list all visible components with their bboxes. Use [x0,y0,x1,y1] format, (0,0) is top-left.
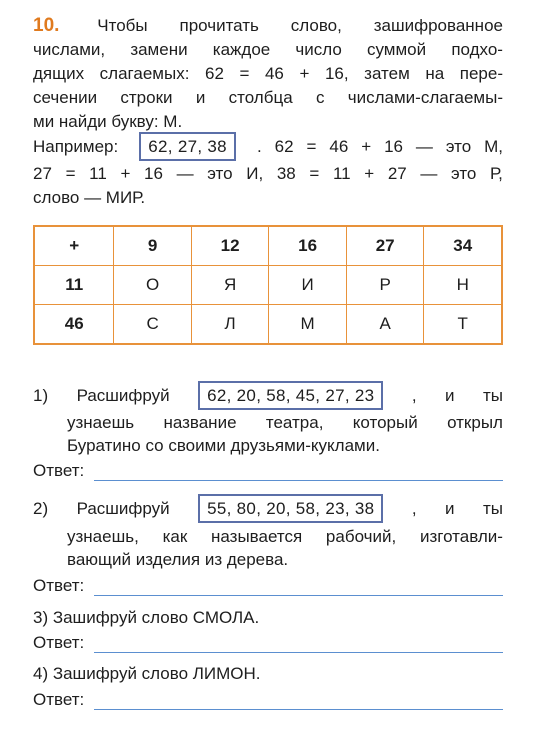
exercise-1-word-and: и [445,386,455,405]
exercise-2-word-and: и [445,499,455,518]
table-cell: М [269,305,347,345]
cipher-table [33,225,503,345]
example-word: 11 [332,164,351,183]
answer-row-4 [33,688,503,710]
intro-word: + [299,64,310,83]
answer-row-2 [33,574,503,596]
exercise-2-verb: Расшифруй [76,499,170,518]
example-line-2 [33,162,503,185]
intro-word: прочитать [179,16,259,35]
example-word: = [306,137,317,156]
intro-word: Чтобы [97,16,148,35]
example-word: 62 [274,137,294,156]
table-header-cell: 34 [424,226,502,266]
example-word: + [361,137,372,156]
table-cell: Р [346,266,424,305]
intro-word: 62 [204,64,224,83]
intro-word: каждое [212,40,271,59]
intro-word: столбца [228,88,293,107]
intro-word: и [195,88,206,107]
intro-word: числами-слагаемы- [347,88,503,107]
table-cell: Т [424,305,502,345]
intro-word: на [425,64,445,83]
answer-label: Ответ: [33,461,85,480]
intro-word: слагаемых: [99,64,190,83]
exercise-2-line-1 [33,497,503,520]
answer-row-3 [33,631,503,653]
exercise-2-word-you: ты [482,499,503,518]
example-word: — [415,137,433,156]
task-number: 10. [33,15,60,36]
intro-word: 46 [264,64,284,83]
answer-label: Ответ: [33,633,85,652]
table-header-cell: 16 [269,226,347,266]
table-cell: О [114,266,191,305]
table-cell: Л [191,305,269,345]
intro-word: подхо- [451,40,503,59]
table-cell: Н [424,266,502,305]
exercise-word: изготавли- [419,527,503,546]
answer-line-1[interactable] [94,464,503,481]
exercise-word: открыл [447,413,503,432]
exercise-2-line-2 [67,525,503,548]
table-header-row [34,226,502,266]
example-prefix: Например: [33,137,119,156]
example-word: + [120,164,131,183]
intro-word: суммой [367,40,427,59]
example-word: это [445,137,472,156]
exercise-word: театра, [265,413,324,432]
intro-word: 16, [324,64,349,83]
table-cell: И [269,266,347,305]
example-word: 27 [387,164,407,183]
example-word: . [257,137,262,156]
table-header-cell: 27 [346,226,424,266]
exercise-1-line-2 [67,411,503,434]
answer-line-3[interactable] [94,636,503,653]
exercise-1-number: 1) [33,386,49,405]
intro-word: дящих [33,64,85,83]
exercise-3-text: 3) Зашифруй слово СМОЛА. [33,608,260,627]
intro-line-3 [33,62,503,85]
exercise-word: узнаешь, [67,527,139,546]
answer-row-1 [33,459,503,481]
example-word: 16 [384,137,403,156]
table-header-cell: 12 [191,226,269,266]
example-word: = [65,164,76,183]
example-line-3: слово — МИР. [33,188,146,207]
exercise-word: рабочий, [325,527,397,546]
table-header-cell: + [34,226,114,266]
exercise-2-line-3: вающий изделия из дерева. [67,550,289,569]
intro-word: слово, [290,16,342,35]
table-header-cell: 9 [114,226,191,266]
exercise-4-text: 4) Зашифруй слово ЛИМОН. [33,664,261,683]
table-cell: А [346,305,424,345]
table-row [34,305,502,345]
exercise-2-code-box: 55, 80, 20, 58, 23, 38 [198,494,383,523]
intro-word: строки [120,88,173,107]
example-word: 38 [276,164,296,183]
example-line-1 [33,135,503,158]
intro-line-1 [33,14,503,37]
table-cell: Я [191,266,269,305]
intro-word: пере- [459,64,503,83]
example-word: — [176,164,194,183]
exercise-1-word-you: ты [482,386,503,405]
example-word: 46 [329,137,349,156]
intro-line-4 [33,86,503,109]
intro-word: сечении [33,88,98,107]
example-code-box: 62, 27, 38 [139,132,236,161]
example-word: М, [484,137,503,156]
intro-line-2 [33,38,503,61]
answer-label: Ответ: [33,576,85,595]
exercise-word: называется [211,527,303,546]
exercise-1-code-box: 62, 20, 58, 45, 27, 23 [198,381,383,410]
example-word: 16 [144,164,163,183]
table-row [34,266,502,305]
example-word: + [364,164,375,183]
exercise-1-line-1 [33,384,503,407]
example-word: Р, [490,164,503,183]
exercise-word: который [352,413,418,432]
intro-text: ми найди букву: М. [33,112,183,131]
answer-label: Ответ: [33,690,85,709]
exercise-word: название [163,413,237,432]
intro-word: число [295,40,342,59]
exercise-2-number: 2) [33,499,49,518]
intro-word: = [239,64,250,83]
intro-word: зашифрованное [373,16,503,35]
intro-word: замени [130,40,188,59]
answer-line-2[interactable] [94,579,503,596]
exercise-word: узнаешь [67,413,135,432]
table-cell: С [114,305,191,345]
intro-line-5 [33,110,503,133]
example-word: — [420,164,438,183]
example-word: = [309,164,320,183]
example-word: это [207,164,233,183]
intro-word: с [315,88,325,107]
example-decode [257,135,503,158]
example-word: 27 [33,164,52,183]
example-word: И, [246,164,264,183]
table-header-cell: 11 [34,266,114,305]
exercise-1-line-3: Буратино со своими друзьями-куклами. [67,436,380,455]
table-header-cell: 46 [34,305,114,345]
intro-word: числами, [33,40,106,59]
exercise-word: как [162,527,188,546]
exercise-2-comma: , [411,499,417,518]
example-word: 11 [89,164,107,183]
intro-word: затем [364,64,410,83]
exercise-1-comma: , [411,386,417,405]
exercise-1-verb: Расшифруй [76,386,170,405]
example-word: это [451,164,477,183]
answer-line-4[interactable] [94,693,503,710]
